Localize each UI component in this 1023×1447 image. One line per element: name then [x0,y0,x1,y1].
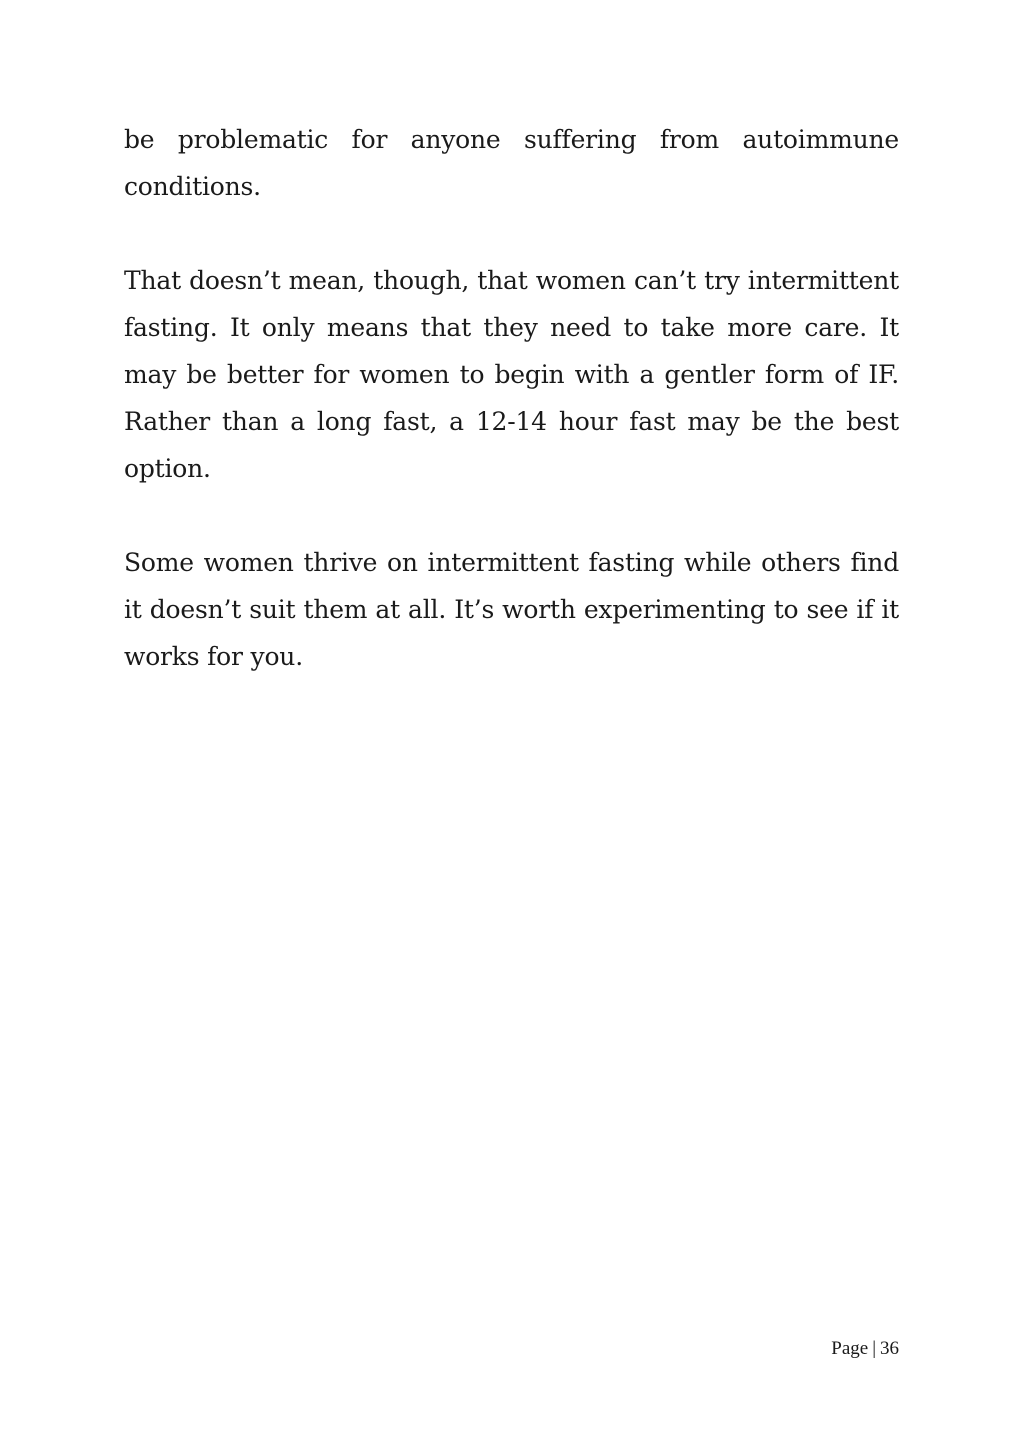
page-number: 36 [880,1338,899,1359]
page-footer [831,1338,899,1360]
paragraph-2: That doesn’t mean, though, that women can’t try intermittent fasting. It only means that they need to take more care. It may be better for women to begin with a gentler form of IF. Rather than a long fast, a 12-14 hour fast may be the best option. [124,266,899,483]
paragraph-3: Some women thrive on intermittent fasting while others find it doesn’t suit them at all. It’s worth experimenting to see if it works for you. [124,548,899,671]
paragraph-1: be problematic for anyone suffering from autoimmune conditions. [124,125,899,201]
page-separator: | [872,1338,876,1359]
page-label: Page [831,1338,869,1359]
body-text [124,116,899,727]
